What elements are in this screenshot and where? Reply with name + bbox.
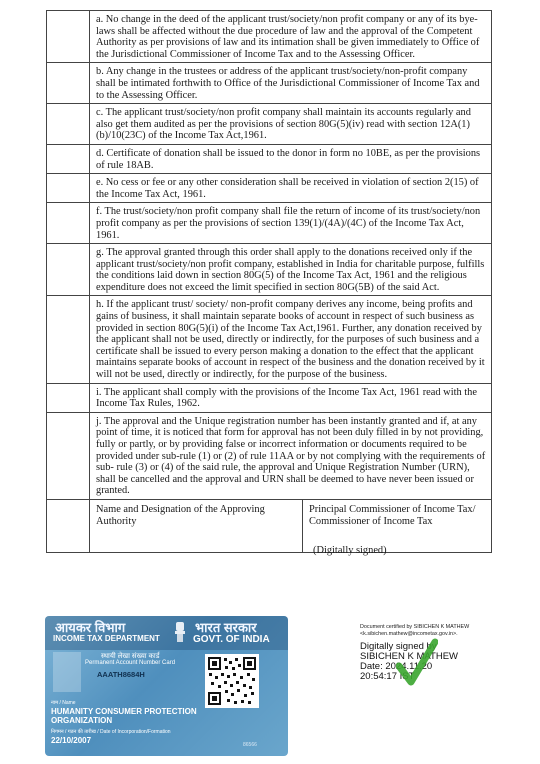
cert-line-2: <k.sibichen.mathew@incometax.gov.in>.: [360, 631, 458, 637]
condition-row: [47, 203, 491, 244]
pan-number: AAATH8684H: [97, 670, 145, 679]
sig-line-3: Date: 2024.11.20: [360, 661, 433, 672]
condition-row: [47, 296, 491, 383]
national-emblem-icon: [173, 620, 187, 644]
conditions-table: [46, 10, 492, 557]
sig-line-1: Digitally signed by: [360, 641, 437, 652]
row-gutter: [47, 174, 90, 202]
pan-govt-hindi: भारत सरकार: [195, 620, 257, 635]
pan-card-title-hindi: स्थायी लेखा संख्या कार्ड: [101, 653, 160, 660]
row-gutter: [47, 11, 90, 62]
pan-holder-name: HUMANITY CONSUMER PROTECTION ORGANIZATION: [51, 707, 197, 725]
signatory-designation: Principal Commissioner of Income Tax/ Commissioner of Income Tax: [309, 503, 476, 527]
condition-row: [47, 413, 491, 500]
digital-signature-block: [360, 624, 530, 714]
row-gutter: [47, 384, 90, 412]
condition-e: e. No cess or fee or any other consideration shall be received in violation of section 2(15) of the Income Tax Act, 1961.: [96, 177, 479, 200]
row-gutter: [47, 104, 90, 144]
row-gutter: [47, 296, 90, 382]
qr-code-icon: [205, 654, 259, 708]
sig-line-4: 20:54:17 IST: [360, 671, 415, 682]
condition-row: [47, 145, 491, 174]
digitally-signed-note: (Digitally signed): [313, 545, 387, 557]
pan-date: 22/10/2007: [51, 736, 92, 745]
row-gutter: [47, 244, 90, 295]
pan-card-title-english: Permanent Account Number Card: [85, 660, 176, 666]
signatory-designation-cell: [303, 500, 491, 557]
condition-c: c. The applicant trust/society/non profit company shall maintain its accounts regularly and also get them audited as per the provisions of section 80G(5)(iv) read with section 12A(1)(b)/10(23C) of the Income Tax Act,1961.: [96, 107, 471, 142]
condition-row: [47, 63, 491, 104]
pan-card-image: [45, 616, 288, 756]
condition-row: [47, 11, 491, 63]
pan-govt-english: GOVT. OF INDIA: [193, 634, 270, 645]
sig-line-2: SIBICHEN K MATHEW: [360, 651, 458, 662]
row-gutter: [47, 203, 90, 243]
row-gutter: [47, 145, 90, 173]
row-gutter: [47, 500, 90, 552]
signatory-label: Name and Designation of the Approving Authority: [90, 500, 303, 552]
pan-dept-hindi: आयकर विभाग: [55, 620, 126, 635]
condition-b: b. Any change in the trustees or address of the applicant trust/society/non-profit company shall be intimated forthwith to Office of the Jurisdictional Commissioner of Income Tax and to the Assessing Officer.: [96, 66, 480, 101]
condition-row: [47, 244, 491, 296]
pan-dept-english: INCOME TAX DEPARTMENT: [53, 634, 160, 643]
condition-row: [47, 104, 491, 145]
row-gutter: [47, 63, 90, 103]
condition-row: [47, 174, 491, 203]
signature-valid-check-icon: [396, 638, 438, 686]
cert-line-1: Document certified by SIBICHEN K MATHEW: [360, 624, 470, 630]
pan-name-label: नाम / Name: [51, 700, 76, 706]
pan-date-label: निगमन / गठन की तारीख / Date of Incorporation/Formation: [51, 729, 171, 735]
signatory-row: [47, 500, 491, 557]
condition-f: f. The trust/society/non profit company shall file the return of income of its trust/society/non profit company as per the provisions of section 139(1)/(4A)/(4C) of the Income Tax Act, 1961.: [96, 206, 481, 241]
row-gutter: [47, 413, 90, 499]
pan-photo-area: [53, 652, 81, 692]
condition-d: d. Certificate of donation shall be issued to the donor in form no 10BE, as per the provisions of rule 18AB.: [96, 147, 481, 171]
condition-g: g. The approval granted through this order shall apply to the donations received only if the applicant trust/society/non profit company, established in India for charitable purpose, fulfills the conditions laid down in section 80G(5) of the Income Tax Act, 1961 and the religious expenditure does not exceed the limit specified in section 80G(5B) of the said Act.: [96, 247, 485, 293]
condition-a: a. No change in the deed of the applicant trust/society/non profit company or any of its bye-laws shall be affected without the due procedure of law and the approval of the Competent Authority as per provisions of law and its intimation shall be given immediately to Office of the Jurisdictional Commissioner of Income Tax and to the Assessing Officer.: [96, 14, 480, 60]
condition-h: h. If the applicant trust/ society/ non-profit company derives any income, being profits and gains of business, it shall maintain separate books of account in respect of such business as provided in section 80G(5)(i) of the Income Tax Act,1961. Further, any donation received by the applicant shall not be used, directly or indirectly, for the purposes of such business and a certificate shall be issued to every person making a donation to the effect that the applicant maintains separate books of account in respect of the business and the donation received by it will not be used, directly or indirectly, for the purpose of the business.: [96, 299, 485, 381]
condition-i: i. The applicant shall comply with the provisions of the Income Tax Act, 1961 read with the Income Tax Rules, 1962.: [96, 386, 477, 410]
pan-serial: 86566: [243, 742, 257, 748]
condition-j: j. The approval and the Unique registration number has been instantly granted and if, at any point of time, it is noticed that form for approval has not been duly filled in by not providing, fully or partly, or by providing false or incorrect information or documents required to be provided under sub-rule (1) or (2) of rule 11AA or by not complying with the requirements of sub- rule (3) or (4) of the said rule, the approval and Unique Registration Number (URN), shall be cancelled and the approval and URN shall be deemed to have never been issued or granted.: [96, 415, 486, 497]
condition-row: [47, 384, 491, 413]
